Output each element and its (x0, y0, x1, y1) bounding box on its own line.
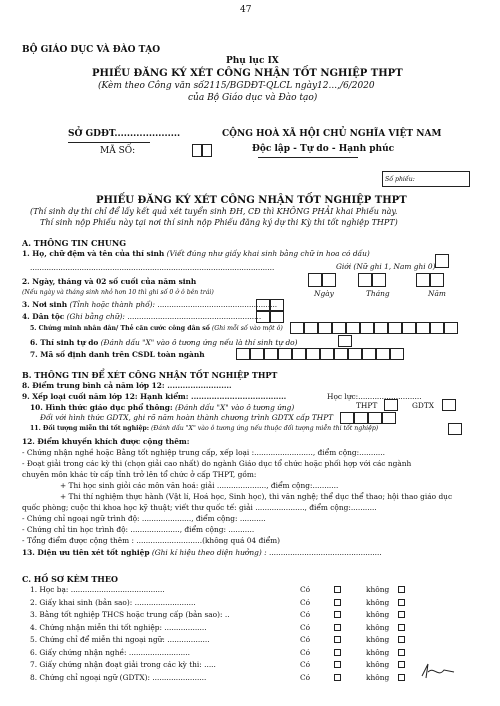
identifier-code-box-8[interactable] (334, 348, 348, 360)
q13-dots[interactable]: ................................................ (268, 548, 382, 557)
q7-label: 7. Mã số định danh trên CSDL toàn ngành (30, 350, 205, 359)
q1-label: 1. Họ, chữ đệm và tên của thí sinh (22, 249, 165, 258)
identifier-code-box-1[interactable] (236, 348, 250, 360)
q6-note: (Đánh dấu "X" vào ô tương ứng nếu là thí sinh tự do) (100, 338, 298, 347)
q10-gdtx-note: Đối với hình thức GDTX, ghi rõ năm hoàn thành chương trình GDTX cấp THPT (40, 413, 334, 422)
q5-note: (Ghi mỗi số vào một ô) (211, 325, 283, 332)
bonus-line-4: + Thi học sinh giỏi các môn văn hoá: giải ....................., điểm cộng:........... (60, 481, 339, 490)
thpt-box[interactable] (384, 399, 398, 411)
ma-so-box-2[interactable] (202, 144, 212, 157)
id-number-box-10[interactable] (416, 322, 430, 334)
birthplace-box-2[interactable] (270, 299, 284, 311)
section-b-title: B. THÔNG TIN ĐỂ XÉT CÔNG NHẬN TỐT NGHIỆP THPT (22, 370, 278, 380)
attachment-no-label: không (366, 660, 390, 669)
attachment-no-checkbox[interactable] (398, 636, 405, 643)
gdtx-label: GDTX (412, 401, 435, 410)
bonus-line-1: - Chứng nhận nghề hoặc Bằng tốt nghiệp trung cấp, xếp loại :........................., điểm cộng:........... (22, 448, 385, 457)
attachment-item: 3. Bằng tốt nghiệp THCS hoặc trung cấp (bản sao): .. (30, 610, 230, 619)
section-a-title: A. THÔNG TIN CHUNG (22, 238, 127, 248)
bonus-line-2: - Đoạt giải trong các kỳ thi (chọn giải cao nhất) do ngành Giáo dục tổ chức hoặc phối hợp với các ngành (22, 459, 412, 468)
form-title: PHIẾU ĐĂNG KÝ XÉT CÔNG NHẬN TỐT NGHIỆP THPT (92, 68, 403, 79)
exempt-box[interactable] (448, 423, 462, 435)
q11-note: (Đánh dấu "X" vào ô tương ứng nếu thuộc đối tượng miễn thi tốt nghiệp) (150, 425, 379, 432)
ma-so-label: MÃ SỐ: (100, 146, 136, 156)
attachment-item: 4. Chứng nhận miễn thi tốt nghiệp: .................. (30, 622, 207, 632)
q3-note: (Tỉnh hoặc thành phố): (69, 300, 155, 309)
q1-dots[interactable]: ........................................................................................................ (30, 263, 275, 272)
attachment-yes-checkbox[interactable] (334, 649, 341, 656)
attachment-yes-label: Có (300, 597, 311, 607)
gdtx-year-box-1[interactable] (340, 412, 354, 424)
attachment-no-checkbox[interactable] (398, 661, 405, 668)
day-label: Ngày (314, 289, 334, 298)
attachment-yes-label: Có (300, 672, 311, 682)
note-line-1: (Thí sinh dự thi chỉ để lấy kết quả xét tuyển sinh ĐH, CĐ thì KHÔNG PHẢI khai Phiếu này. (30, 207, 398, 216)
attachment-yes-checkbox[interactable] (334, 611, 341, 618)
bonus-line-8: - Chứng chỉ tin học trình độ: ....................., điểm cộng: ........... (22, 525, 255, 534)
day-box-1[interactable] (308, 273, 322, 287)
q12-label: 12. Điểm khuyến khích được cộng thêm: (22, 437, 190, 446)
id-number-box-9[interactable] (402, 322, 416, 334)
so-phieu-label: Số phiếu: (385, 176, 415, 183)
identifier-code-box-12[interactable] (390, 348, 404, 360)
gdtx-year-box-4[interactable] (382, 412, 396, 424)
attachment-no-label: không (366, 672, 390, 682)
free-candidate-box[interactable] (338, 335, 352, 347)
attachment-no-checkbox[interactable] (398, 599, 405, 606)
identifier-code-box-2[interactable] (250, 348, 264, 360)
identifier-code-box-9[interactable] (348, 348, 362, 360)
attachment-yes-checkbox[interactable] (334, 599, 341, 606)
attachment-no-checkbox[interactable] (398, 624, 405, 631)
ethnic-box-1[interactable] (256, 311, 270, 323)
attachment-item: 2. Giấy khai sinh (bản sao): .......................... (30, 597, 196, 607)
form-title-2: PHIẾU ĐĂNG KÝ XÉT CÔNG NHẬN TỐT NGHIỆP THPT (96, 195, 407, 206)
attachment-yes-checkbox[interactable] (334, 586, 341, 593)
id-number-box-11[interactable] (430, 322, 444, 334)
ma-so-box-1[interactable] (192, 144, 202, 157)
attachment-no-checkbox[interactable] (398, 674, 405, 681)
note-line-2: Thí sinh nộp Phiếu này tại nơi thí sinh nộp Phiếu đăng ký dự thi Kỳ thi tốt nghiệp THPT) (40, 218, 398, 227)
attachment-no-label: không (366, 597, 390, 607)
month-box-2[interactable] (372, 273, 386, 287)
attachment-yes-label: Có (300, 585, 311, 594)
id-number-box-6[interactable] (360, 322, 374, 334)
q4-label: 4. Dân tộc (22, 312, 65, 321)
attached-reference-2: của Bộ Giáo dục và Đào tạo) (188, 93, 318, 103)
attachment-yes-checkbox[interactable] (334, 674, 341, 681)
q2-label: 2. Ngày, tháng và 02 số cuối của năm sinh (22, 277, 197, 286)
gdtx-year-box-2[interactable] (354, 412, 368, 424)
so-gddt: SỞ GDĐT..................... (68, 129, 181, 139)
section-c-title: C. HỒ SƠ KÈM THEO (22, 574, 118, 584)
q1-note: (Viết đúng như giấy khai sinh bằng chữ in hoa có dấu) (166, 249, 370, 258)
attachment-yes-label: Có (300, 610, 311, 619)
q11-label: 11. Đối tượng miễn thi tốt nghiệp: (30, 425, 149, 432)
motto: Độc lập - Tự do - Hạnh phúc (252, 144, 395, 154)
appendix-label: Phụ lục IX (226, 56, 279, 66)
attachment-yes-checkbox[interactable] (334, 624, 341, 631)
attachment-yes-checkbox[interactable] (334, 636, 341, 643)
birthplace-box-1[interactable] (256, 299, 270, 311)
year-box-1[interactable] (416, 273, 430, 287)
attachment-yes-label: Có (300, 660, 311, 669)
attachment-no-label: không (366, 622, 390, 632)
q9-conduct: 9. Xếp loại cuối năm lớp 12: Hạnh kiểm: ..................................... (22, 392, 287, 401)
attachment-no-label: không (366, 647, 390, 657)
attachment-yes-label: Có (300, 635, 311, 644)
year-box-2[interactable] (430, 273, 444, 287)
identifier-code-box-10[interactable] (362, 348, 376, 360)
ministry-name: BỘ GIÁO DỤC VÀ ĐÀO TẠO (22, 45, 161, 55)
year-label: Năm (428, 289, 446, 298)
attachment-no-checkbox[interactable] (398, 611, 405, 618)
identifier-code-box-7[interactable] (320, 348, 334, 360)
identifier-code-box-3[interactable] (264, 348, 278, 360)
q4-dots[interactable]: ......................................................... (127, 312, 262, 321)
gdtx-year-box-3[interactable] (368, 412, 382, 424)
q10-label: 10. Hình thức giáo dục phổ thông: (30, 403, 173, 412)
bonus-line-7: - Chứng chỉ ngoại ngữ trình độ: ....................., điểm cộng: ........... (22, 514, 266, 523)
q2-note: (Nếu ngày và tháng sinh nhỏ hơn 10 thì ghi số 0 ở ô bên trái) (22, 289, 214, 296)
bonus-line-5: + Thi thí nghiệm thực hành (Vật lí, Hoá học, Sinh học), thi văn nghệ; thể dục thể thao; hội thao giáo dục (60, 492, 453, 501)
month-box-1[interactable] (358, 273, 372, 287)
q13-label: 13. Diện ưu tiên xét tốt nghiệp (22, 548, 150, 557)
day-box-2[interactable] (322, 273, 336, 287)
identifier-code-box-4[interactable] (278, 348, 292, 360)
gdtx-box[interactable] (442, 399, 456, 411)
page-number: 47 (240, 5, 252, 15)
identifier-code-box-5[interactable] (292, 348, 306, 360)
id-number-box-1[interactable] (290, 322, 304, 334)
bonus-line-6: quốc phòng; cuộc thi khoa học kỹ thuật; viết thư quốc tế: giải ....................., điểm cộng:........... (22, 503, 377, 512)
q9-academic: Học lực:........................... (327, 392, 422, 401)
q8-line: 8. Điểm trung bình cả năm lớp 12: ......................... (22, 381, 232, 390)
identifier-code-box-6[interactable] (306, 348, 320, 360)
id-number-box-4[interactable] (332, 322, 346, 334)
attachment-no-label: không (366, 585, 390, 594)
q10-note: (Đánh dấu "X" vào ô tương ứng) (175, 403, 295, 412)
q6-label: 6. Thí sinh tự do (30, 338, 99, 347)
month-label: Tháng (366, 289, 390, 298)
id-number-box-7[interactable] (374, 322, 388, 334)
attachment-item: 5. Chứng chỉ để miễn thi ngoại ngữ: .................. (30, 635, 210, 644)
attachment-item: 7. Giấy chứng nhận đoạt giải trong các kỳ thi: ..... (30, 660, 216, 669)
attachment-item: 1. Học bạ: ........................................ (30, 585, 165, 594)
gender-box[interactable] (435, 254, 449, 268)
attachment-no-checkbox[interactable] (398, 649, 405, 656)
signature-mark (418, 660, 458, 684)
q13-note: (Ghi kí hiệu theo diện hưởng) : (151, 548, 267, 557)
attachment-yes-checkbox[interactable] (334, 661, 341, 668)
q5-label: 5. Chứng minh nhân dân/ Thẻ căn cước công dân số (30, 325, 210, 332)
ethnic-box-2[interactable] (270, 311, 284, 323)
id-number-box-12[interactable] (444, 322, 458, 334)
attachment-yes-label: Có (300, 647, 311, 657)
attachment-no-label: không (366, 635, 390, 644)
q4-note: (Ghi bằng chữ): (66, 312, 125, 321)
id-number-box-2[interactable] (304, 322, 318, 334)
attached-reference: (Kèm theo Công văn số2115/BGDĐT-QLCL ngày12...,/6/2020 (98, 81, 375, 91)
id-number-box-5[interactable] (346, 322, 360, 334)
q3-dots[interactable]: ................................................... (157, 300, 278, 309)
q3-label: 3. Nơi sinh (22, 300, 68, 309)
motto-underline (258, 157, 358, 158)
attachment-item: 6. Giấy chứng nhận nghề: .......................... (30, 647, 190, 657)
id-number-box-3[interactable] (318, 322, 332, 334)
attachment-no-label: không (366, 610, 390, 619)
identifier-code-box-11[interactable] (376, 348, 390, 360)
id-number-box-8[interactable] (388, 322, 402, 334)
republic-name: CỘNG HOÀ XÃ HỘI CHỦ NGHĨA VIỆT NAM (222, 129, 442, 139)
thpt-label: THPT (356, 401, 378, 410)
divider (68, 142, 150, 143)
attachment-item: 8. Chứng chỉ ngoại ngữ (GDTX): ....................... (30, 672, 207, 682)
gender-label: Giới (Nữ ghi 1, Nam ghi 0) (336, 262, 436, 271)
bonus-line-3: chuyên môn khác từ cấp tỉnh trở lên tổ chức ở cấp THPT, gồm: (22, 470, 257, 479)
attachment-no-checkbox[interactable] (398, 586, 405, 593)
attachment-yes-label: Có (300, 622, 311, 632)
bonus-line-9: - Tổng điểm được cộng thêm : ............................(không quá 04 điểm) (22, 536, 281, 545)
